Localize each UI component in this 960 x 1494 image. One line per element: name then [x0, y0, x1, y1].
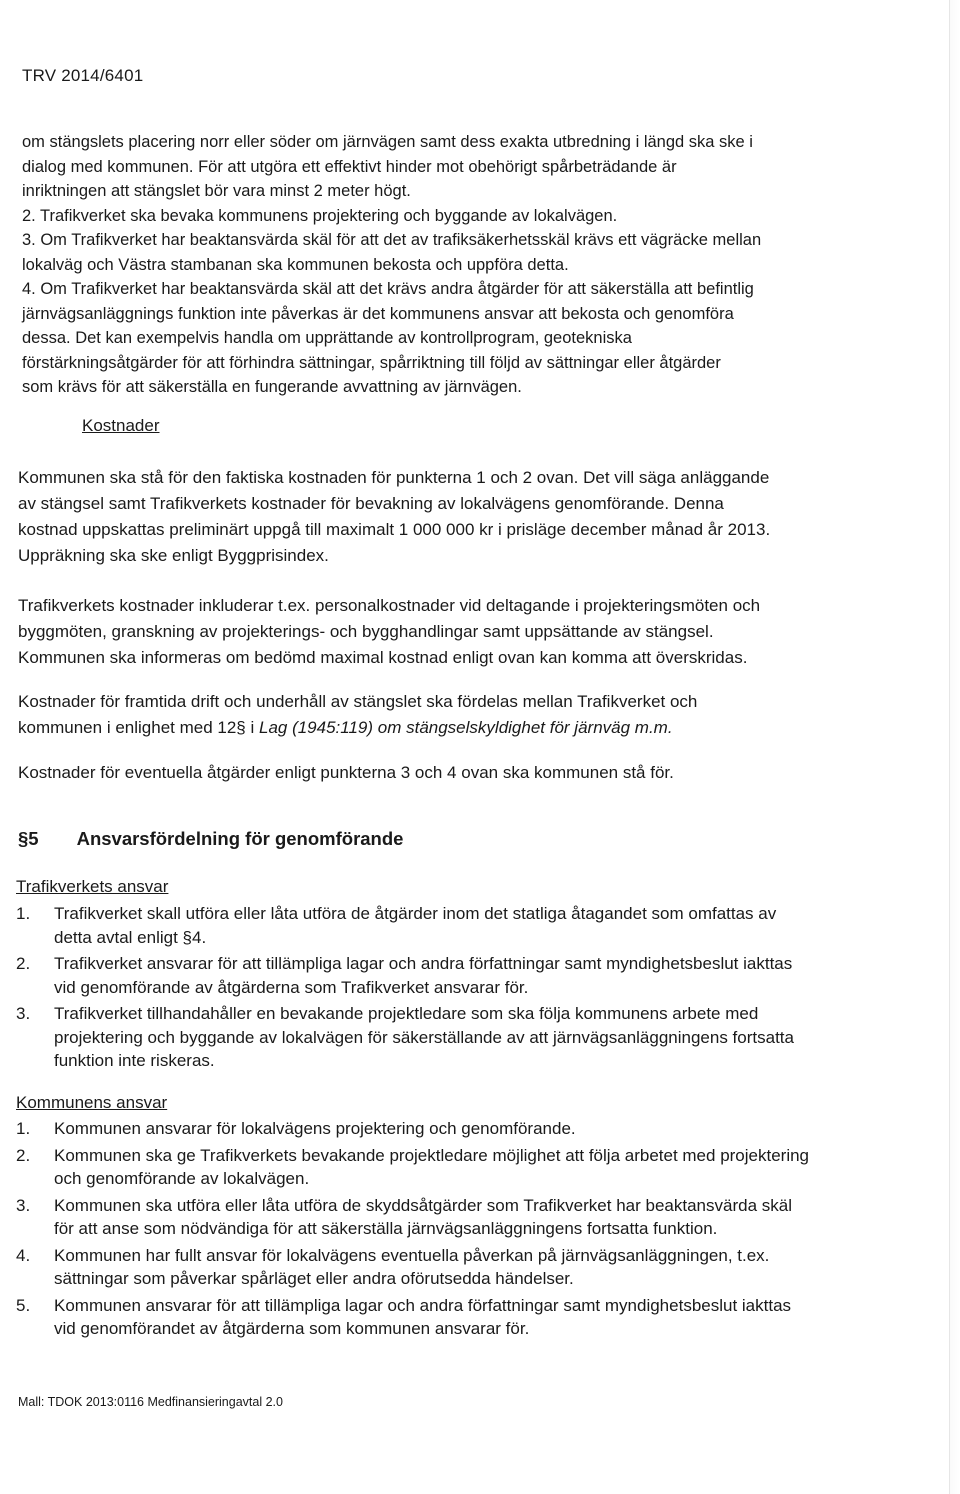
kommunen-heading: Kommunens ansvar: [16, 1093, 168, 1112]
paragraph-line: [18, 715, 818, 741]
document-reference: TRV 2014/6401: [22, 66, 144, 85]
list-number: 1.: [16, 1119, 31, 1138]
list-text: Kommunen ska utföra eller låta utföra de skyddsåtgärder som Trafikverket har beaktansvärda skäl för att anse som nödvändiga för att säkerställa järnvägsanläggningens fortsatta funktion.: [54, 1195, 792, 1238]
intro-line: 2. Trafikverket ska bevaka kommunens projektering och byggande av lokalvägen.: [22, 206, 618, 225]
section-number: §5: [18, 828, 39, 849]
kommunen-list: [16, 1117, 816, 1344]
paragraph-line: kostnad uppskattas preliminärt uppgå till maximalt 1 000 000 kr i prisläge december månad år 2013.: [18, 520, 771, 539]
intro-line: 3. Om Trafikverket har beaktansvärda skäl för att det av trafiksäkerhetsskäl krävs ett vägräcke mellan: [22, 231, 762, 249]
list-number: 3.: [16, 1004, 31, 1023]
kostnader-heading: Kostnader: [82, 416, 160, 435]
section-heading: [18, 828, 403, 850]
paragraph-line: av stängsel samt Trafikverkets kostnader för bevakning av lokalvägens genomförande. Denna: [18, 494, 724, 513]
list-text: Trafikverket skall utföra eller låta utföra de åtgärder inom det statliga åtagandet som omfattas av detta avtal enligt §4.: [54, 904, 777, 947]
list-text: Kommunen ansvarar för lokalvägens projektering och genomförande.: [54, 1119, 576, 1138]
trafikverket-list: [16, 902, 816, 1076]
template-footer: Mall: TDOK 2013:0116 Medfinansieringavtal 2.0: [18, 1395, 283, 1409]
trafikverket-heading: Trafikverkets ansvar: [16, 877, 169, 896]
kostnader-paragraph-1: [18, 465, 818, 569]
list-item: [16, 1117, 816, 1141]
intro-line: dialog med kommunen. För att utgöra ett effektivt hinder mot obehörigt spårbeträdande är: [22, 157, 677, 176]
list-item: [16, 1294, 816, 1341]
paragraph-line: Uppräkning ska ske enligt Byggprisindex.: [18, 546, 329, 565]
list-number: 2.: [16, 954, 31, 973]
kostnader-paragraph-3: [18, 689, 818, 741]
kostnader-paragraph-2: [18, 593, 818, 671]
kostnader-paragraph-4: [18, 760, 818, 786]
list-text: Trafikverket tillhandahåller en bevakande projektledare som ska följa kommunens arbete med projektering och byggande av lokalvägen för säkerställande av att järnvägsanläggningens fortsatta funktion inte riskeras.: [54, 1004, 794, 1070]
list-text: Kommunen ska ge Trafikverkets bevakande projektledare möjlighet att följa arbetet med projektering och genomförande av lokalvägen.: [54, 1145, 810, 1188]
list-text: Kommunen ansvarar för att tillämpliga lagar och andra författningar samt myndighetsbeslut iakttas vid genomförandet av åtgärderna som kommunen ansvarar för.: [54, 1295, 792, 1338]
paragraph-line: Kostnader för framtida drift och underhåll av stängslet ska fördelas mellan Trafikverket och: [18, 692, 698, 711]
intro-line: om stängslets placering norr eller söder om järnvägen samt dess exakta utbredning i längd ska ske i: [22, 133, 753, 151]
paragraph-line: Kommunen ska stå för den faktiska kostnaden för punkterna 1 och 2 ovan. Det vill säga anläggande: [18, 468, 770, 487]
intro-line: förstärkningsåtgärder för att förhindra sättningar, spårriktning till följd av sättningar eller åtgärder: [22, 353, 721, 372]
paragraph-line: Kommunen ska informeras om bedömd maximal kostnad enligt ovan kan komma att överskridas.: [18, 648, 748, 667]
intro-line: järnvägsanläggnings funktion inte påverkas är det kommunens ansvar att bekosta och genomföra: [22, 304, 734, 323]
intro-line: lokalväg och Västra stambanan ska kommunen bekosta och uppföra detta.: [22, 255, 569, 274]
paragraph-line: byggmöten, granskning av projekterings- och bygghandlingar samt uppsättande av stängsel.: [18, 622, 714, 641]
list-text: Trafikverket ansvarar för att tillämpliga lagar och andra författningar samt myndighetsbeslut iakttas vid genomförande av åtgärderna som Trafikverket ansvarar för.: [54, 954, 793, 997]
intro-line: 4. Om Trafikverket har beaktansvärda skäl att det krävs andra åtgärder för att säkerställa att befintlig: [22, 280, 754, 298]
section-title: Ansvarsfördelning för genomförande: [76, 828, 404, 849]
list-number: 4.: [16, 1245, 31, 1265]
paragraph-line: Kostnader för eventuella åtgärder enligt punkterna 3 och 4 ovan ska kommunen stå för.: [18, 763, 674, 782]
list-item: [16, 952, 816, 999]
list-item: [16, 1194, 816, 1241]
page-edge: [949, 0, 960, 1494]
intro-line: som krävs för att säkerställa en fungerande avvattning av järnvägen.: [22, 378, 522, 396]
list-number: 1.: [16, 904, 31, 923]
paragraph-line: Trafikverkets kostnader inkluderar t.ex. personalkostnader vid deltagande i projekteringsmöten och: [18, 596, 761, 615]
list-number: 5.: [16, 1295, 31, 1315]
list-text: Kommunen har fullt ansvar för lokalvägens eventuella påverkan på järnvägsanläggningen, t.ex. sättningar som påverkar spårläget eller andra oförutsedda händelser.: [54, 1245, 770, 1288]
list-number: 3.: [16, 1195, 31, 1215]
list-item: [16, 1244, 816, 1291]
list-number: 2.: [16, 1145, 31, 1165]
list-item: [16, 1002, 816, 1073]
intro-text: [22, 130, 822, 400]
list-item: [16, 1144, 816, 1191]
paragraph-text: kommunen i enlighet med 12§ i: [18, 718, 259, 737]
law-reference: Lag (1945:119) om stängselskyldighet för järnväg m.m.: [258, 718, 673, 737]
intro-line: dessa. Det kan exempelvis handla om upprättande av kontrollprogram, geotekniska: [22, 329, 632, 347]
list-item: [16, 902, 816, 949]
intro-line: inriktningen att stängslet bör vara minst 2 meter högt.: [22, 182, 411, 200]
